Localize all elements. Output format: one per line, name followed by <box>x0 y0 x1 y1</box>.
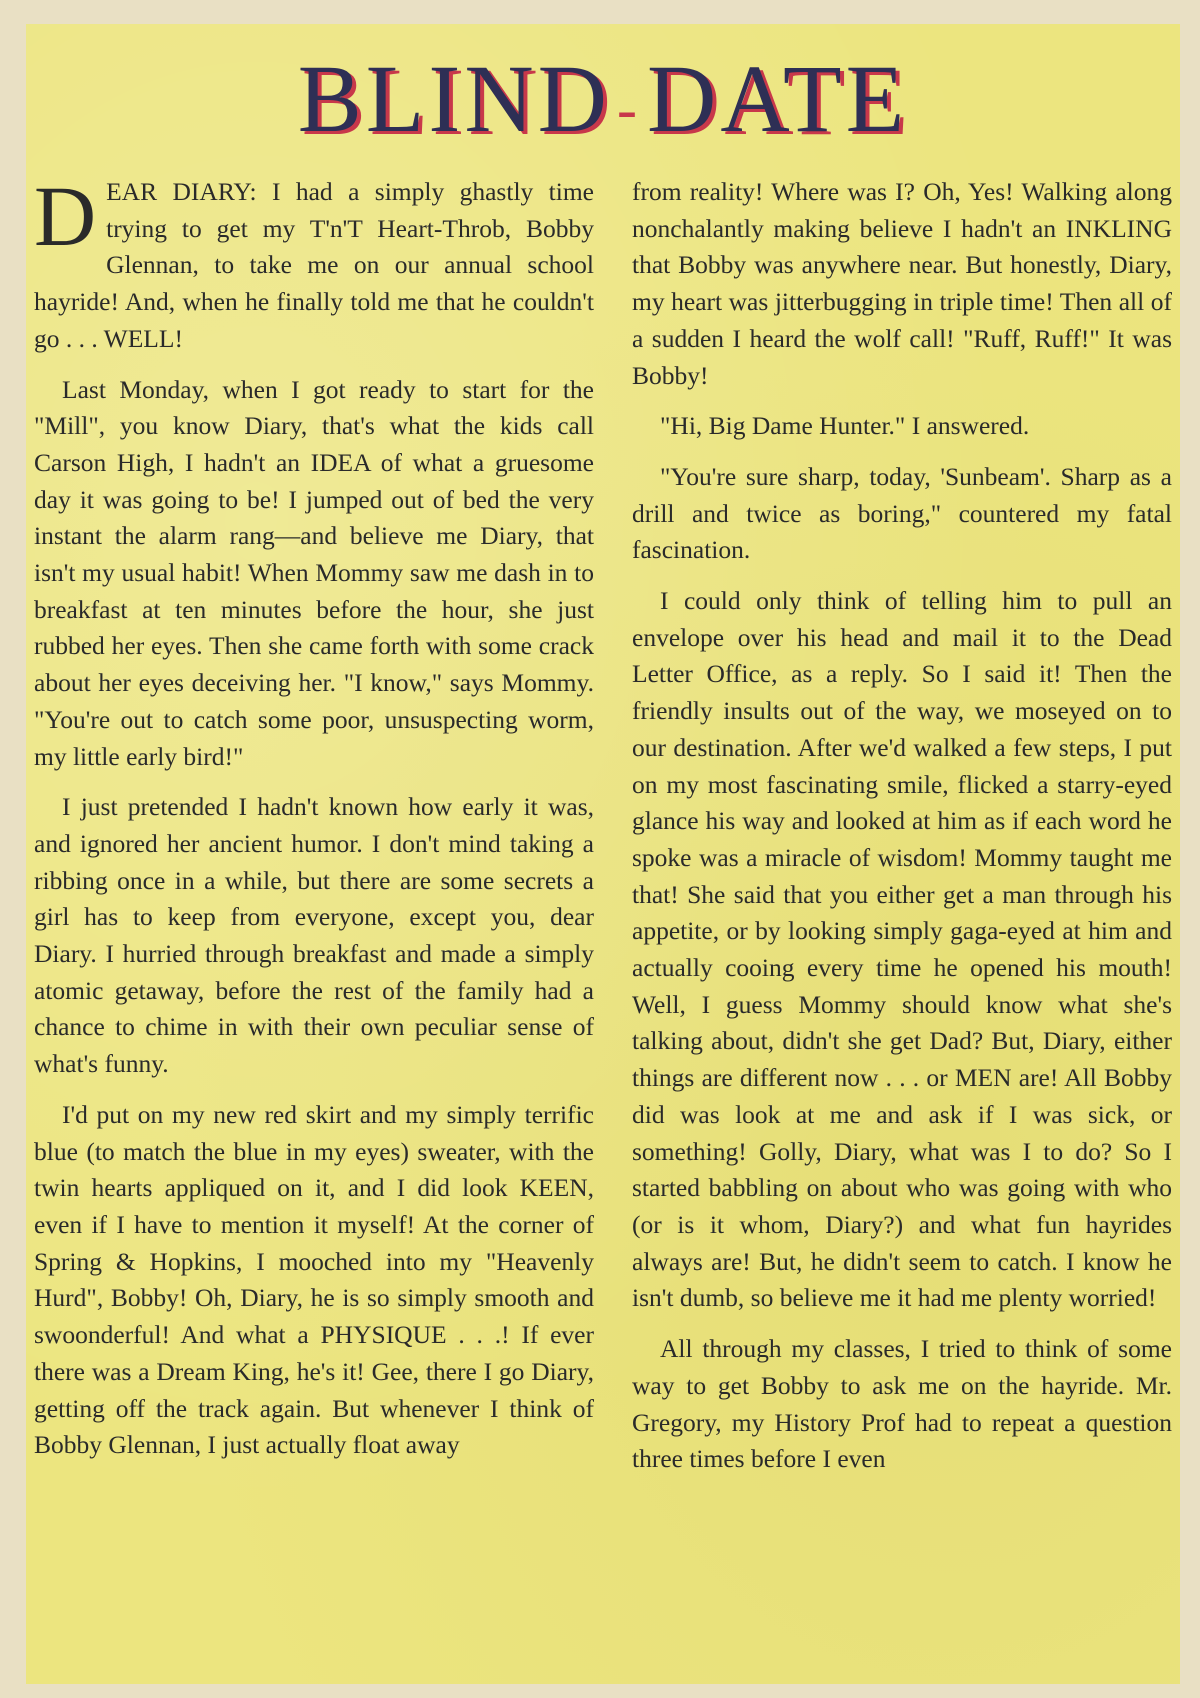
paragraph: "You're sure sharp, today, 'Sunbeam'. Sharp as a drill and twice as boring," countered my fatal fascination. <box>632 461 1172 565</box>
title-separator: - <box>617 75 641 142</box>
paragraph-opening <box>34 168 594 358</box>
paragraph-opening-text: EAR DIARY: I had a simply ghastly time trying to get my T'n'T Heart-Throb, Bobby Glennan, to take me on our annual school hayride! And, when he finally told me that he couldn't go . . . WELL! <box>34 177 594 353</box>
paragraph: I just pretended I hadn't known how early it was, and ignored her ancient humor. I don't mind taking a ribbing once in a while, but there are some secrets a girl has to keep from everyone, except you, dear Diary. I hurried through breakfast and made a simply atomic getaway, before the rest of the family had a chance to chime in with their own peculiar sense of what's funny. <box>34 792 594 1079</box>
paragraph: Last Monday, when I got ready to start for the "Mill", you know Diary, that's what the kids call Carson High, I hadn't an IDEA of what a gruesome day it was going to be! I jumped out of bed the very instant the alarm rang—and believe me Diary, that isn't my usual habit! When Mommy saw me dash in to breakfast at ten minutes before the hour, she just rubbed her eyes. Then she came forth with some crack about her eyes deceiving her. "I know," says Mommy. "You're out to catch some poor, unsuspecting worm, my little early bird!" <box>34 374 594 771</box>
paragraph: "Hi, Big Dame Hunter." I answered. <box>660 411 1030 441</box>
magazine-page <box>26 24 1180 1684</box>
paragraph: All through my classes, I tried to think of some way to get Bobby to ask me on the hayride. Mr. Gregory, my History Prof had to repeat a question three times before I even <box>632 1334 1172 1474</box>
drop-cap: D <box>34 168 97 264</box>
paragraph: I could only think of telling him to pull an envelope over his head and mail it to the Dead Letter Office, as a reply. So I said it! Then the friendly insults out of the way, we moseyed on to our destination. After we'd walked a few steps, I put on my most fascinating smile, flicked a starry-eyed glance his way and looked at him as if each word he spoke was a miracle of wisdom! Mommy taught me that! She said that you either get a man through his appetite, or by looking simply gaga-eyed at him and actually cooing every time he opened his mouth! Well, I guess Mommy should know what she's talking about, didn't she get Dad? But, Diary, either things are different now . . . or MEN are! All Bobby did was look at me and ask if I was sick, or something! Golly, Diary, what was I to do? So I started babbling on about who was going with who (or is it whom, Diary?) and what fun hayrides always are! But, he didn't seem to catch. I know he isn't dumb, so believe me it had me plenty worried! <box>632 586 1172 1313</box>
right-column <box>632 174 1172 1492</box>
title-word-blind: BLIND <box>297 45 611 152</box>
title-word-date: DATE <box>646 45 909 152</box>
paragraph: I'd put on my new red skirt and my simply terrific blue (to match the blue in my eyes) sweater, with the twin hearts appliqued on it, and I did look KEEN, even if I have to mention it myself! At the corner of Spring & Hopkins, I mooched into my "Heavenly Hurd", Bobby! Oh, Diary, he is so simply smooth and swoonderful! And what a PHYSIQUE . . .! If ever there was a Dream King, he's it! Gee, there I go Diary, getting off the track again. But whenever I think of Bobby Glennan, I just actually float away <box>34 1099 594 1460</box>
paragraph-continued: from reality! Where was I? Oh, Yes! Walking along nonchalantly making believe I hadn't an INKLING that Bobby was anywhere near. But honestly, Diary, my heart was jitterbugging in triple time! Then all of a sudden I heard the wolf call! "Ruff, Ruff!" It was Bobby! <box>632 177 1172 390</box>
story-title <box>26 44 1180 164</box>
left-column <box>34 168 594 1478</box>
